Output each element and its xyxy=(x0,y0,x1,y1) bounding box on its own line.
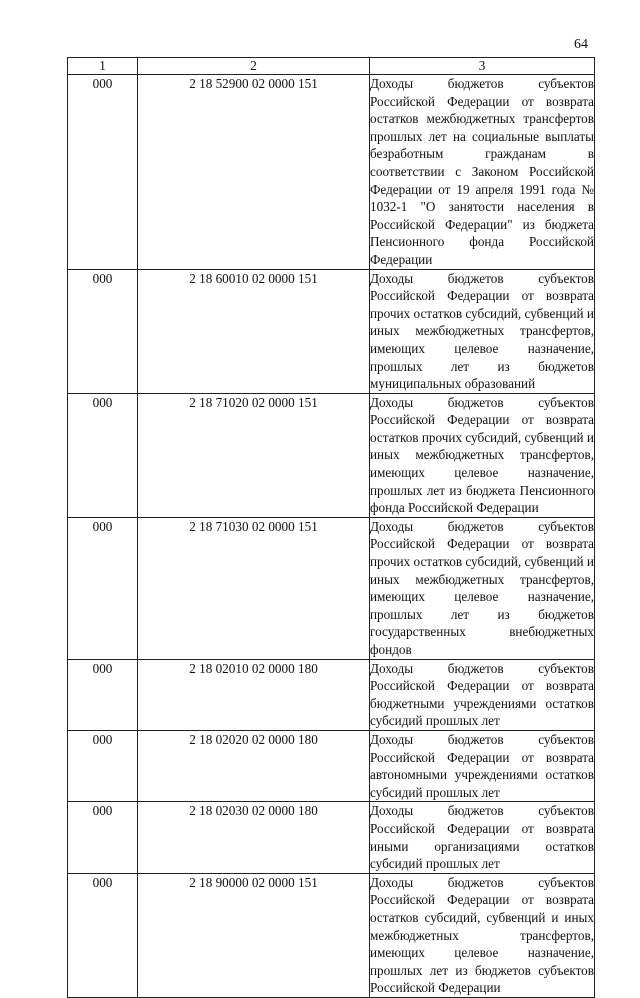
income-name-cell: Доходы бюджетов субъектов Российской Федерации от возврата прочих остатков субсидий, субвенций и иных межбюджетных трансфертов, имеющих целевое назначение, прошлых лет из бюджетов государственных внебюджетных фондов xyxy=(370,517,595,659)
column-header-2: 2 xyxy=(138,58,370,75)
budget-code-cell: 2 18 90000 02 0000 151 xyxy=(138,873,370,997)
income-name-cell: Доходы бюджетов субъектов Российской Федерации от возврата прочих остатков субсидий, субвенций и иных межбюджетных трансфертов, имеющих целевое назначение, прошлых лет из бюджетов муниципальных образований xyxy=(370,269,595,393)
admin-code-cell: 000 xyxy=(68,730,138,801)
income-name-cell: Доходы бюджетов субъектов Российской Федерации от возврата бюджетными учреждениями остатков субсидий прошлых лет xyxy=(370,659,595,730)
column-header-3: 3 xyxy=(370,58,595,75)
table-row xyxy=(68,393,595,517)
budget-classification-table xyxy=(67,57,595,998)
table-row xyxy=(68,873,595,997)
budget-code-cell: 2 18 52900 02 0000 151 xyxy=(138,75,370,270)
budget-code-cell: 2 18 02010 02 0000 180 xyxy=(138,659,370,730)
table-row xyxy=(68,802,595,873)
admin-code-cell: 000 xyxy=(68,517,138,659)
table-row xyxy=(68,730,595,801)
table-row xyxy=(68,659,595,730)
table-row xyxy=(68,517,595,659)
budget-code-cell: 2 18 02030 02 0000 180 xyxy=(138,802,370,873)
table-row xyxy=(68,269,595,393)
income-name-cell: Доходы бюджетов субъектов Российской Федерации от возврата иными организациями остатков субсидий прошлых лет xyxy=(370,802,595,873)
budget-code-cell: 2 18 71020 02 0000 151 xyxy=(138,393,370,517)
admin-code-cell: 000 xyxy=(68,802,138,873)
table-row xyxy=(68,75,595,270)
income-name-cell: Доходы бюджетов субъектов Российской Федерации от возврата остатков межбюджетных трансфертов прошлых лет на социальные выплаты безработным гражданам в соответствии с Законом Российской Федерации от 19 апреля 1991 года № 1032-1 "О занятости населения в Российской Федерации" из бюджета Пенсионного фонда Российской Федерации xyxy=(370,75,595,270)
admin-code-cell: 000 xyxy=(68,75,138,270)
income-name-cell: Доходы бюджетов субъектов Российской Федерации от возврата остатков субсидий, субвенций и иных межбюджетных трансфертов, имеющих целевое назначение, прошлых лет из бюджетов субъектов Российской Федерации xyxy=(370,873,595,997)
admin-code-cell: 000 xyxy=(68,659,138,730)
admin-code-cell: 000 xyxy=(68,873,138,997)
admin-code-cell: 000 xyxy=(68,393,138,517)
admin-code-cell: 000 xyxy=(68,269,138,393)
income-name-cell: Доходы бюджетов субъектов Российской Федерации от возврата автономными учреждениями остатков субсидий прошлых лет xyxy=(370,730,595,801)
budget-code-cell: 2 18 60010 02 0000 151 xyxy=(138,269,370,393)
column-header-1: 1 xyxy=(68,58,138,75)
income-name-cell: Доходы бюджетов субъектов Российской Федерации от возврата остатков прочих субсидий, субвенций и иных межбюджетных трансфертов, имеющих целевое назначение, прошлых лет из бюджета Пенсионного фонда Российской Федерации xyxy=(370,393,595,517)
budget-code-cell: 2 18 02020 02 0000 180 xyxy=(138,730,370,801)
table-header-row xyxy=(68,58,595,75)
page-number: 64 xyxy=(574,37,588,52)
budget-code-cell: 2 18 71030 02 0000 151 xyxy=(138,517,370,659)
